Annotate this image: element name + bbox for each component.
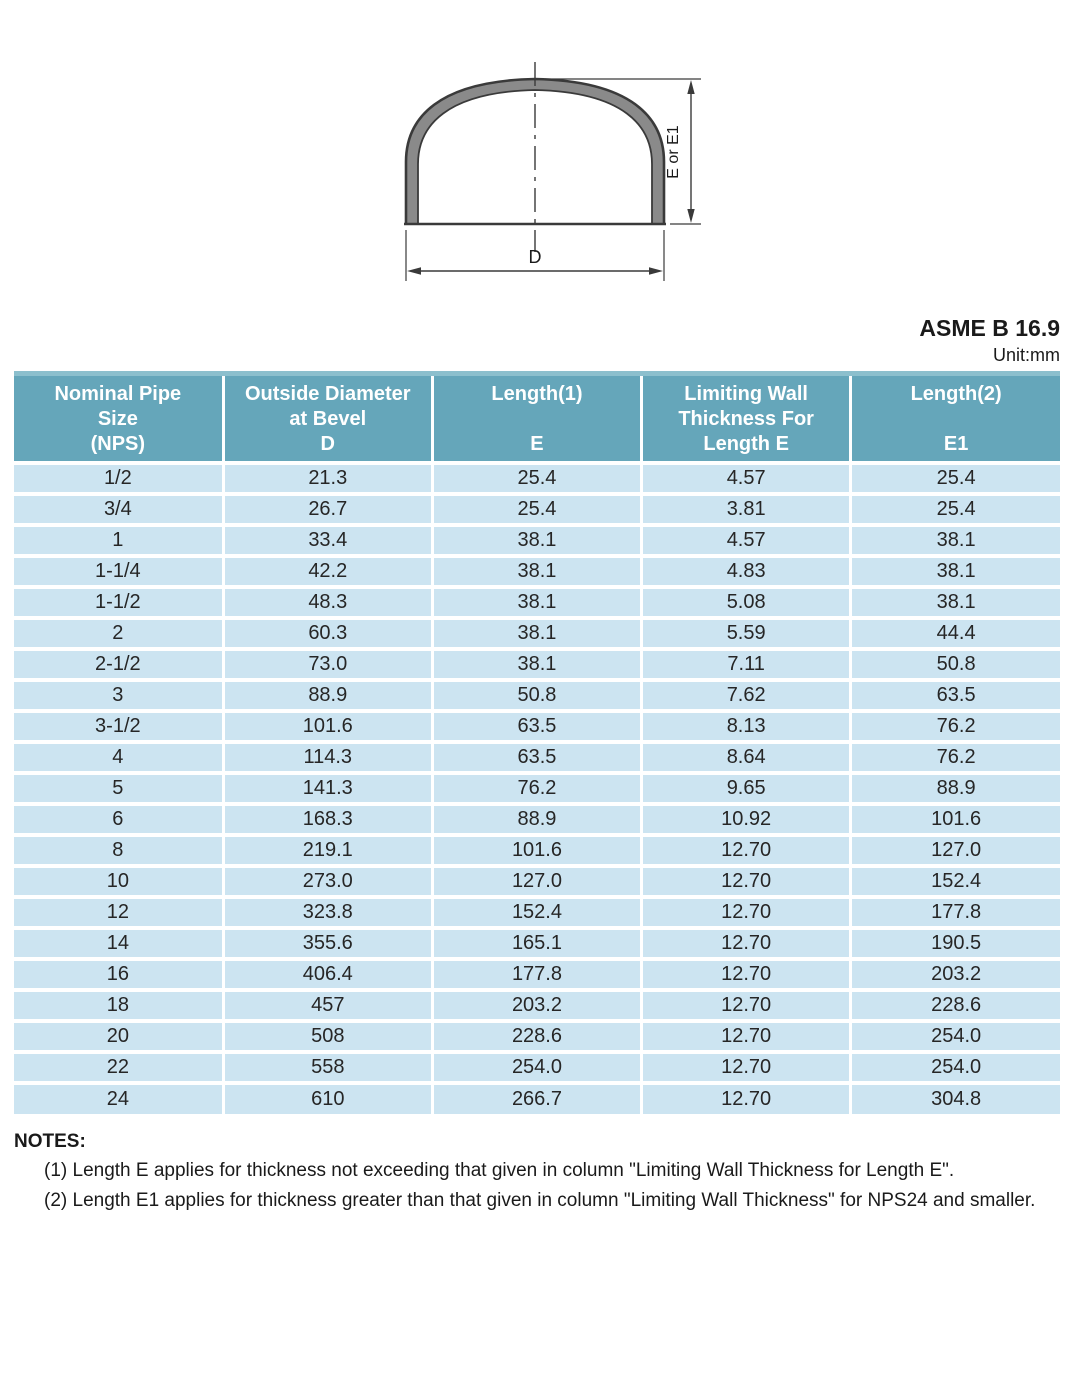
arrow-right-icon	[649, 267, 663, 274]
table-cell: 60.3	[223, 618, 432, 649]
table-cell: 2-1/2	[14, 649, 223, 680]
table-row	[14, 990, 1060, 1021]
standard-title: ASME B 16.9	[919, 315, 1060, 341]
table-cell: 50.8	[851, 649, 1060, 680]
table-cell: 22	[14, 1052, 223, 1083]
table-row	[14, 463, 1060, 494]
table-cell: 73.0	[223, 649, 432, 680]
table-row	[14, 556, 1060, 587]
column-header-3: Length(1) E	[432, 376, 641, 463]
table-cell: 63.5	[851, 680, 1060, 711]
table-row	[14, 680, 1060, 711]
table-cell: 33.4	[223, 525, 432, 556]
table-row	[14, 1052, 1060, 1083]
table-cell: 8.13	[642, 711, 851, 742]
table-cell: 12.70	[642, 897, 851, 928]
table-cell: 4	[14, 742, 223, 773]
table-cell: 141.3	[223, 773, 432, 804]
table-cell: 88.9	[851, 773, 1060, 804]
table-cell: 254.0	[851, 1021, 1060, 1052]
table-cell: 254.0	[851, 1052, 1060, 1083]
column-header-4: Limiting Wall Thickness For Length E	[642, 376, 851, 463]
column-header-2: Outside Diameter at Bevel D	[223, 376, 432, 463]
table-cell: 8.64	[642, 742, 851, 773]
table-cell: 101.6	[223, 711, 432, 742]
table-cell: 16	[14, 959, 223, 990]
table-row	[14, 649, 1060, 680]
dimensions-table-wrap	[14, 371, 1060, 1114]
table-cell: 38.1	[851, 525, 1060, 556]
table-cell: 304.8	[851, 1083, 1060, 1114]
table-cell: 203.2	[432, 990, 641, 1021]
table-cell: 5.59	[642, 618, 851, 649]
table-cell: 7.11	[642, 649, 851, 680]
table-cell: 25.4	[432, 463, 641, 494]
table-cell: 14	[14, 928, 223, 959]
table-cell: 76.2	[432, 773, 641, 804]
table-cell: 3	[14, 680, 223, 711]
table-row	[14, 1083, 1060, 1114]
table-cell: 228.6	[432, 1021, 641, 1052]
table-cell: 10	[14, 866, 223, 897]
table-cell: 2	[14, 618, 223, 649]
table-cell: 177.8	[851, 897, 1060, 928]
table-cell: 5.08	[642, 587, 851, 618]
table-cell: 228.6	[851, 990, 1060, 1021]
table-cell: 21.3	[223, 463, 432, 494]
table-cell: 76.2	[851, 742, 1060, 773]
table-cell: 12.70	[642, 990, 851, 1021]
table-cell: 168.3	[223, 804, 432, 835]
note-item: (2) Length E1 applies for thickness greater than that given in column "Limiting Wall Thickness" for NPS24 and smaller.	[44, 1190, 1036, 1211]
table-row	[14, 928, 1060, 959]
table-cell: 165.1	[432, 928, 641, 959]
table-cell: 152.4	[851, 866, 1060, 897]
table-cell: 38.1	[851, 556, 1060, 587]
table-cell: 4.57	[642, 525, 851, 556]
table-cell: 190.5	[851, 928, 1060, 959]
table-row	[14, 494, 1060, 525]
table-cell: 25.4	[851, 463, 1060, 494]
table-cell: 12.70	[642, 928, 851, 959]
table-cell: 355.6	[223, 928, 432, 959]
table-row	[14, 587, 1060, 618]
table-cell: 12	[14, 897, 223, 928]
table-row	[14, 959, 1060, 990]
table-cell: 610	[223, 1083, 432, 1114]
notes-heading: NOTES:	[14, 1131, 86, 1152]
table-cell: 152.4	[432, 897, 641, 928]
table-cell: 558	[223, 1052, 432, 1083]
table-row	[14, 742, 1060, 773]
column-header-1: Nominal Pipe Size (NPS)	[14, 376, 223, 463]
table-cell: 63.5	[432, 742, 641, 773]
table-row	[14, 866, 1060, 897]
table-cell: 203.2	[851, 959, 1060, 990]
table-cell: 12.70	[642, 1021, 851, 1052]
table-cell: 12.70	[642, 959, 851, 990]
notes-section	[14, 1128, 1060, 1216]
table-cell: 12.70	[642, 1052, 851, 1083]
table-row	[14, 773, 1060, 804]
table-cell: 50.8	[432, 680, 641, 711]
table-header-row	[14, 376, 1060, 463]
table-cell: 1	[14, 525, 223, 556]
table-cell: 457	[223, 990, 432, 1021]
pipe-cap-diagram	[0, 0, 1074, 300]
table-cell: 219.1	[223, 835, 432, 866]
table-cell: 18	[14, 990, 223, 1021]
table-cell: 127.0	[851, 835, 1060, 866]
arrow-up-icon	[687, 80, 694, 94]
table-cell: 254.0	[432, 1052, 641, 1083]
table-cell: 12.70	[642, 1083, 851, 1114]
table-row	[14, 618, 1060, 649]
table-cell: 1-1/4	[14, 556, 223, 587]
table-cell: 6	[14, 804, 223, 835]
table-cell: 10.92	[642, 804, 851, 835]
table-cell: 508	[223, 1021, 432, 1052]
table-row	[14, 525, 1060, 556]
table-cell: 26.7	[223, 494, 432, 525]
table-cell: 88.9	[223, 680, 432, 711]
table-cell: 3.81	[642, 494, 851, 525]
table-cell: 42.2	[223, 556, 432, 587]
table-row	[14, 1021, 1060, 1052]
table-cell: 48.3	[223, 587, 432, 618]
table-cell: 406.4	[223, 959, 432, 990]
dimensions-table	[14, 376, 1060, 1114]
column-header-5: Length(2) E1	[851, 376, 1060, 463]
table-cell: 5	[14, 773, 223, 804]
table-cell: 12.70	[642, 866, 851, 897]
table-cell: 25.4	[851, 494, 1060, 525]
table-cell: 88.9	[432, 804, 641, 835]
unit-label: Unit:mm	[993, 345, 1060, 365]
table-cell: 127.0	[432, 866, 641, 897]
table-cell: 1/2	[14, 463, 223, 494]
table-cell: 8	[14, 835, 223, 866]
note-item: (1) Length E applies for thickness not exceeding that given in column "Limiting Wall Thickness for Length E".	[44, 1160, 955, 1181]
table-cell: 24	[14, 1083, 223, 1114]
table-cell: 20	[14, 1021, 223, 1052]
table-cell: 3-1/2	[14, 711, 223, 742]
table-cell: 273.0	[223, 866, 432, 897]
table-row	[14, 835, 1060, 866]
table-cell: 3/4	[14, 494, 223, 525]
arrow-down-icon	[687, 209, 694, 223]
arrow-left-icon	[407, 267, 421, 274]
table-cell: 7.62	[642, 680, 851, 711]
table-cell: 1-1/2	[14, 587, 223, 618]
table-cell: 114.3	[223, 742, 432, 773]
table-row	[14, 897, 1060, 928]
table-cell: 4.83	[642, 556, 851, 587]
table-cell: 38.1	[432, 587, 641, 618]
table-cell: 266.7	[432, 1083, 641, 1114]
table-cell: 4.57	[642, 463, 851, 494]
table-cell: 38.1	[432, 618, 641, 649]
table-cell: 38.1	[432, 556, 641, 587]
diameter-dimension-label: D	[528, 247, 542, 267]
table-cell: 9.65	[642, 773, 851, 804]
table-cell: 101.6	[851, 804, 1060, 835]
table-cell: 44.4	[851, 618, 1060, 649]
table-cell: 25.4	[432, 494, 641, 525]
height-dimension-label: E or E1	[665, 125, 682, 179]
table-cell: 38.1	[851, 587, 1060, 618]
table-cell: 76.2	[851, 711, 1060, 742]
table-cell: 38.1	[432, 649, 641, 680]
table-cell: 63.5	[432, 711, 641, 742]
table-cell: 101.6	[432, 835, 641, 866]
table-cell: 177.8	[432, 959, 641, 990]
table-cell: 12.70	[642, 835, 851, 866]
table-row	[14, 711, 1060, 742]
table-cell: 38.1	[432, 525, 641, 556]
table-row	[14, 804, 1060, 835]
table-cell: 323.8	[223, 897, 432, 928]
